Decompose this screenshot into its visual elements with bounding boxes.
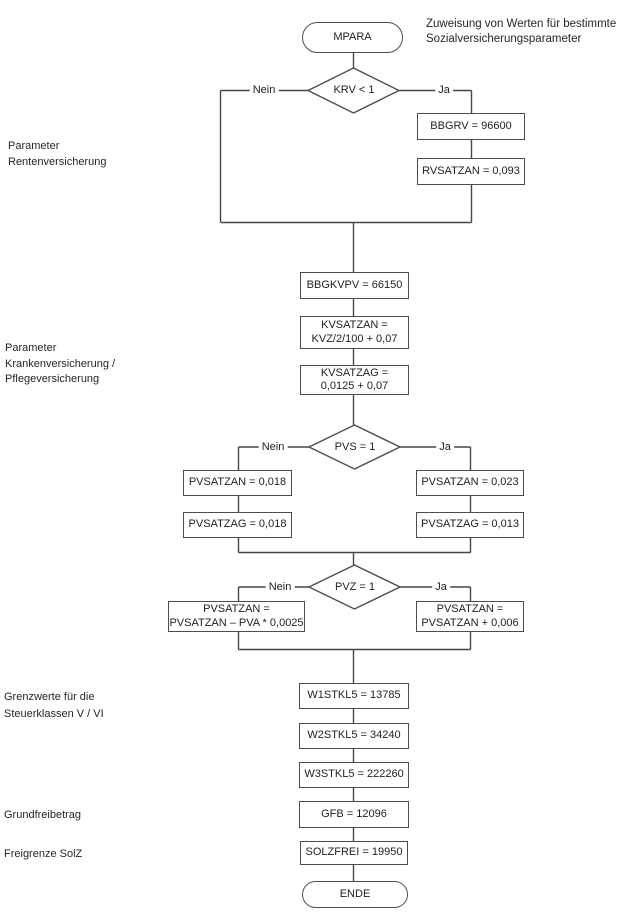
process-kvsatzan <box>300 316 409 349</box>
branch-pvz-no-label: Nein <box>266 581 295 593</box>
side-label-tax-classes-line2: Steuerklassen V / VI <box>4 708 104 720</box>
process-pvz-no-line2: PVSATZAN – PVA * 0,0025 <box>169 616 304 629</box>
branch-krv-yes-label: Ja <box>435 84 453 96</box>
decision-pvs-label: PVS = 1 <box>334 441 376 453</box>
process-bbgrv: BBGRV = 96600 <box>417 113 525 140</box>
process-rvsatzan: RVSATZAN = 0,093 <box>417 158 525 185</box>
process-gfb: GFB = 12096 <box>299 801 409 828</box>
terminator-start: MPARA <box>302 22 403 53</box>
page-annotation <box>426 17 616 47</box>
process-pvz-no-line1: PVSATZAN = <box>203 603 270 615</box>
process-pvsatzag-no: PVSATZAG = 0,018 <box>183 512 292 538</box>
process-pvsatzan-no: PVSATZAN = 0,018 <box>183 470 292 496</box>
branch-pvs-no-label: Nein <box>259 441 288 453</box>
process-w1stkl5: W1STKL5 = 13785 <box>299 683 409 709</box>
process-kvsatzag-line1: KVSATZAG = <box>320 366 389 379</box>
process-kvsatzag-line2: 0,0125 + 0,07 <box>320 380 389 392</box>
process-solzfrei: SOLZFREI = 19950 <box>300 841 408 865</box>
process-pvz-yes-line2: PVSATZAN + 0,006 <box>421 616 519 629</box>
annotation-line1: Zuweisung von Werten für bestimmte <box>426 18 617 30</box>
branch-krv-no-label: Nein <box>250 84 279 96</box>
process-w2stkl5: W2STKL5 = 34240 <box>299 723 409 749</box>
branch-pvz-yes-label: Ja <box>432 581 450 593</box>
branch-pvs-yes-label: Ja <box>436 441 454 453</box>
process-w3stkl5: W3STKL5 = 222260 <box>299 762 409 788</box>
process-pvz-no <box>168 601 305 632</box>
process-bbgkvpv: BBGKVPV = 66150 <box>300 272 409 299</box>
side-label-health <box>5 341 115 388</box>
process-pvz-yes <box>416 601 524 632</box>
side-label-health-line1: Parameter <box>5 342 57 354</box>
terminator-end: ENDE <box>302 881 408 908</box>
side-label-tax-classes <box>4 689 104 723</box>
process-kvsatzan-line2: KVZ/2/100 + 0,07 <box>311 332 398 345</box>
side-label-pension <box>8 139 106 170</box>
side-label-health-line3: Pflegeversicherung <box>5 373 100 385</box>
decision-krv-label: KRV < 1 <box>333 84 375 96</box>
side-label-basic-allowance: Grundfreibetrag <box>4 809 82 821</box>
annotation-line2: Sozialversicherungsparameter <box>426 33 582 45</box>
side-label-solz-limit: Freigrenze SolZ <box>4 848 83 860</box>
decision-pvz-label: PVZ = 1 <box>334 581 376 593</box>
side-label-pension-line1: Parameter <box>8 140 60 152</box>
side-label-health-line2: Krankenversicherung / <box>5 357 116 370</box>
side-label-tax-classes-line1: Grenzwerte für die <box>4 691 95 703</box>
process-kvsatzag <box>300 365 409 395</box>
process-pvsatzag-yes: PVSATZAG = 0,013 <box>416 512 524 538</box>
side-label-pension-line2: Rentenversicherung <box>8 155 107 168</box>
process-kvsatzan-line1: KVSATZAN = <box>321 319 388 331</box>
process-pvz-yes-line1: PVSATZAN = <box>436 603 504 615</box>
process-pvsatzan-yes: PVSATZAN = 0,023 <box>416 470 524 496</box>
